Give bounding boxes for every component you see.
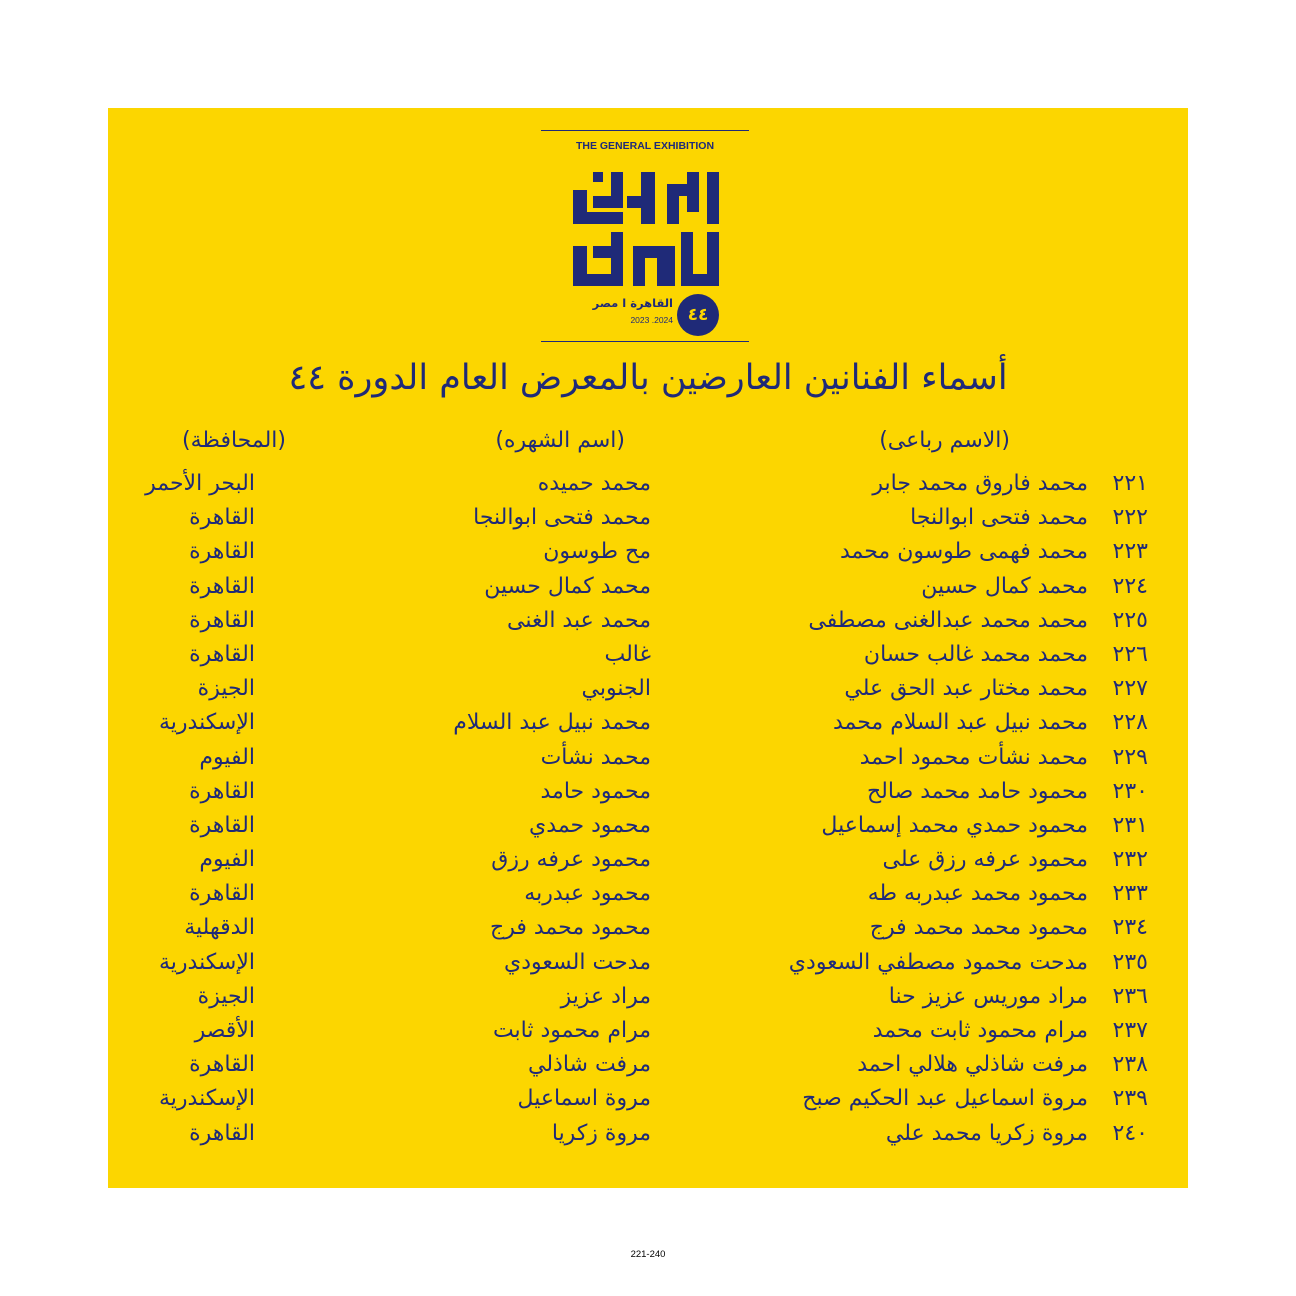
page-title: أسماء الفنانين العارضين بالمعرض العام الدورة ٤٤ [288,358,1008,398]
popular-name-cell: محمود عرفه رزق [491,847,651,873]
popular-name-cell: مح طوسون [543,539,651,565]
governorate-cell: القاهرة [189,641,255,667]
row-number: ٢٢٧ [1112,676,1148,702]
table-row [108,605,1188,639]
logo-top-rule [541,130,749,131]
popular-name-cell: محمد كمال حسين [484,573,651,599]
popular-name-cell: مروة اسماعيل [517,1086,651,1112]
governorate-cell: القاهرة [189,505,255,531]
row-number: ٢٤٠ [1112,1120,1148,1146]
logo-years-label: 2023 .2024 [630,315,673,325]
header-full-name: (الاسم رباعى) [879,428,1010,453]
table-row [108,707,1188,741]
exhibition-logo [541,130,749,342]
governorate-cell: الدقهلية [184,915,255,941]
governorate-cell: الإسكندرية [159,710,255,736]
table-row [108,536,1188,570]
governorate-cell: الجيزة [197,676,255,702]
table-row [108,844,1188,878]
table-row [108,947,1188,981]
table-row [108,673,1188,707]
popular-name-cell: محمد نشأت [540,744,651,770]
row-number: ٢٣٦ [1112,983,1148,1009]
governorate-cell: الجيزة [197,983,255,1009]
row-number: ٢٣٠ [1112,778,1148,804]
edition-44-badge: ٤٤ [677,294,719,336]
row-number: ٢٣٤ [1112,915,1148,941]
row-number: ٢٢٩ [1112,744,1148,770]
table-row [108,981,1188,1015]
row-number: ٢٣٨ [1112,1052,1148,1078]
full-name-cell: محمود محمد محمد فرج [869,915,1088,941]
full-name-cell: محمد محمد عبدالغنى مصطفى [808,607,1088,633]
governorate-cell: القاهرة [189,881,255,907]
popular-name-cell: غالب [604,641,651,667]
full-name-cell: مراد موريس عزيز حنا [888,983,1088,1009]
popular-name-cell: محمد عبد الغنى [507,607,651,633]
full-name-cell: مروة زكريا محمد علي [885,1120,1088,1146]
header-governorate: (المحافظة) [182,428,286,453]
governorate-cell: الإسكندرية [159,1086,255,1112]
row-number: ٢٣٧ [1112,1018,1148,1043]
governorate-cell: القاهرة [189,573,255,599]
governorate-cell: القاهرة [189,812,255,838]
full-name-cell: محمود حامد محمد صالح [866,778,1088,804]
row-number: ٢٣٢ [1112,847,1148,873]
governorate-cell: البحر الأحمر [145,471,255,496]
popular-name-cell: محمد نبيل عبد السلام [453,710,651,736]
full-name-cell: محمد فهمى طوسون محمد [839,539,1088,565]
full-name-cell: محمد مختار عبد الحق علي [844,676,1088,702]
governorate-cell: القاهرة [189,1052,255,1078]
full-name-cell: محمود عرفه رزق على [882,847,1088,873]
popular-name-cell: مروة زكريا [551,1120,651,1146]
header-popular-name: (اسم الشهره) [495,428,625,453]
full-name-cell: محمد كمال حسين [921,573,1088,599]
full-name-cell: محمد فاروق محمد جابر [872,471,1088,496]
row-number: ٢٢٤ [1112,573,1148,599]
governorate-cell: الأقصر [194,1018,255,1043]
logo-kufic-wordmark [571,166,721,288]
logo-city-label: القاهرة ا مصر [592,296,673,310]
popular-name-cell: محمود حامد [540,778,651,804]
row-number: ٢٣١ [1112,812,1148,838]
table-row [108,571,1188,605]
full-name-cell: مدحت محمود مصطفي السعودي [788,949,1088,975]
popular-name-cell: مراد عزيز [560,983,651,1009]
popular-name-cell: محمود محمد فرج [490,915,651,941]
row-number: ٢٣٩ [1112,1086,1148,1112]
popular-name-cell: الجنوبي [581,676,651,702]
table-row [108,1083,1188,1117]
governorate-cell: القاهرة [189,778,255,804]
table-row [108,639,1188,673]
full-name-cell: محمود حمدي محمد إسماعيل [821,812,1088,838]
governorate-cell: الإسكندرية [159,949,255,975]
full-name-cell: محمد نشأت محمود احمد [859,744,1088,770]
popular-name-cell: مدحت السعودي [504,949,651,975]
popular-name-cell: محمود حمدي [529,812,651,838]
governorate-cell: القاهرة [189,539,255,565]
table-row [108,742,1188,776]
full-name-cell: مروة اسماعيل عبد الحكيم صبح [802,1086,1088,1112]
full-name-cell: محمد فتحى ابوالنجا [910,505,1088,531]
logo-english-subtitle: THE GENERAL EXHIBITION [575,140,715,152]
row-number: ٢٢٢ [1112,505,1148,531]
full-name-cell: محمود محمد عبدربه طه [867,881,1088,907]
governorate-cell: القاهرة [189,607,255,633]
popular-name-cell: محمد حميده [537,471,651,496]
popular-name-cell: محمود عبدربه [524,881,651,907]
governorate-cell: الفيوم [199,847,255,873]
popular-name-cell: مرفت شاذلي [527,1052,651,1078]
row-number: ٢٢٣ [1112,539,1148,565]
yellow-panel [108,108,1188,1188]
row-number: ٢٢١ [1112,471,1148,496]
page-range-footer: 221-240 [630,1249,666,1260]
table-row [108,776,1188,810]
row-number: ٢٣٥ [1112,949,1148,975]
row-number: ٢٣٣ [1112,881,1148,907]
table-row [108,502,1188,536]
table-row [108,1049,1188,1083]
logo-bottom-rule [541,341,749,342]
table-row [108,1015,1188,1049]
row-number: ٢٢٥ [1112,607,1148,633]
full-name-cell: مرام محمود ثابت محمد [872,1018,1088,1043]
table-row [108,912,1188,946]
table-row [108,878,1188,912]
governorate-cell: القاهرة [189,1120,255,1146]
row-number: ٢٢٦ [1112,641,1148,667]
full-name-cell: محمد محمد غالب حسان [863,641,1088,667]
popular-name-cell: مرام محمود ثابت [492,1018,651,1043]
popular-name-cell: محمد فتحى ابوالنجا [473,505,651,531]
table-row [108,468,1188,502]
table-row [108,810,1188,844]
governorate-cell: الفيوم [199,744,255,770]
row-number: ٢٢٨ [1112,710,1148,736]
artists-table [108,468,1188,1152]
full-name-cell: محمد نبيل عبد السلام محمد [832,710,1088,736]
full-name-cell: مرفت شاذلي هلالي احمد [857,1052,1088,1078]
table-row [108,1118,1188,1152]
